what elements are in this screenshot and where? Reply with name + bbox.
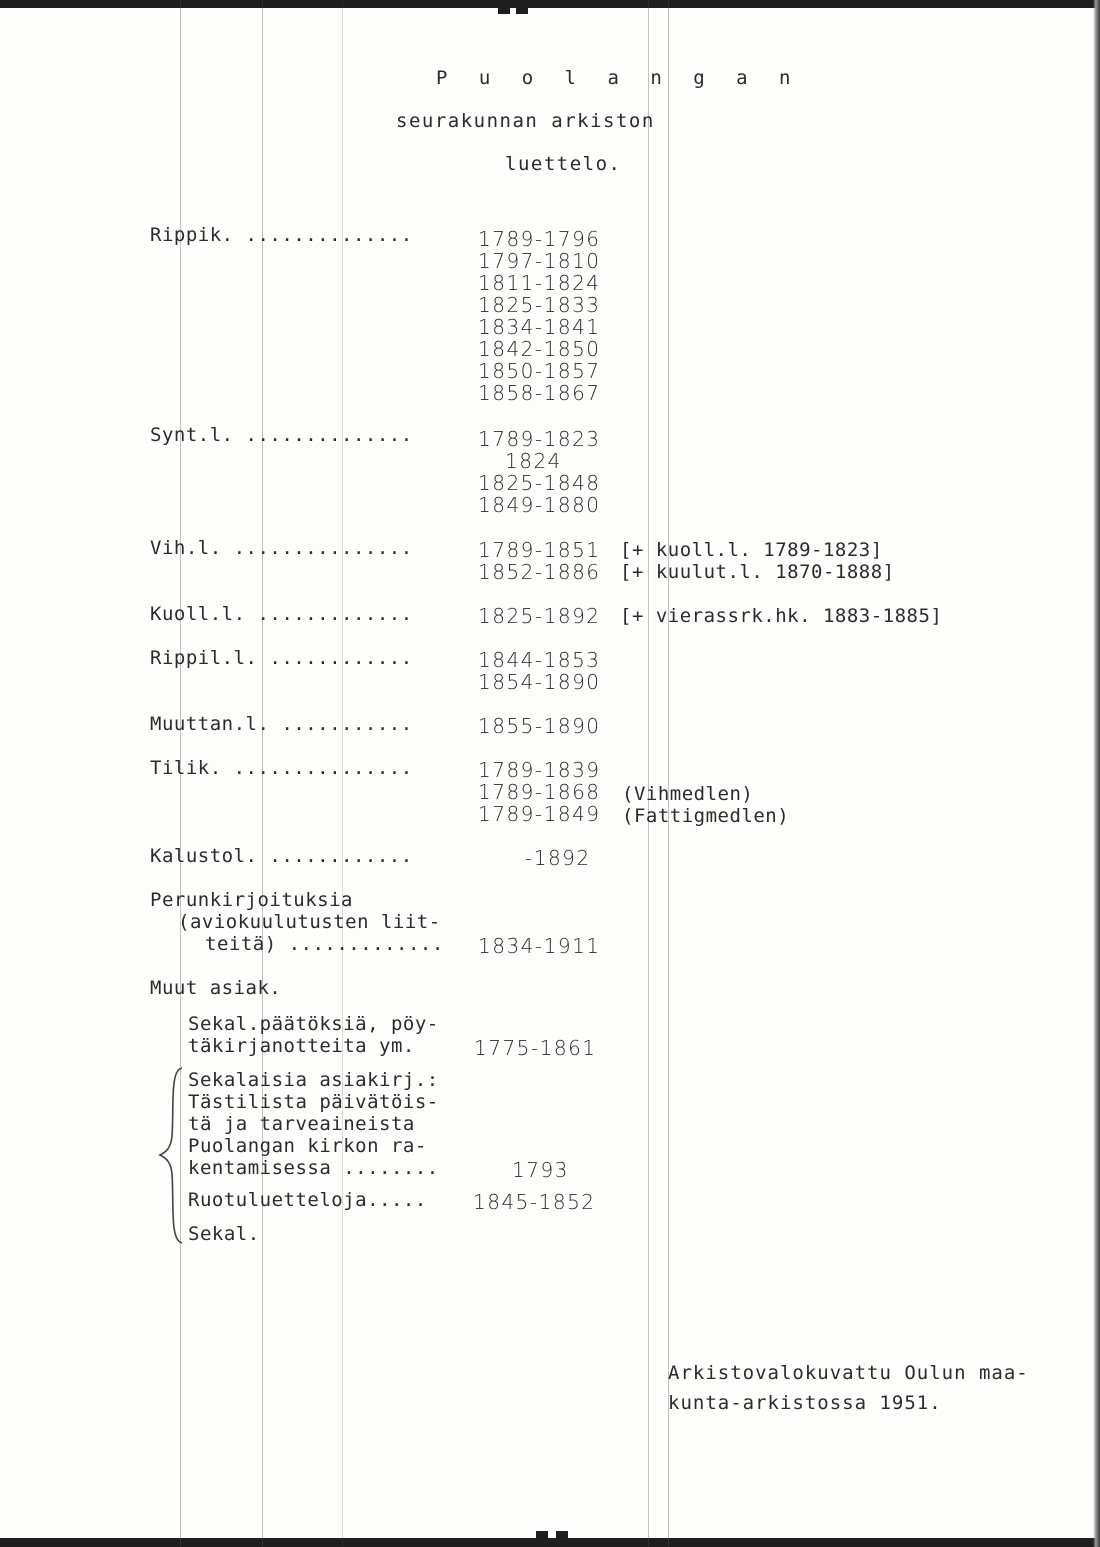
sekal-line-1: Sekal.päätöksiä, pöy-: [188, 1013, 439, 1035]
paper-crease: [648, 0, 649, 1547]
entry-label-synt: Synt.l. ..............: [150, 424, 413, 446]
muut-heading: Muut asiak.: [150, 977, 282, 999]
sekalaisia-line-3: tä ja tarveaineista: [188, 1113, 415, 1135]
photographed-note-line-1: Arkistovalokuvattu Oulun maa-: [668, 1362, 1029, 1384]
year-range: 1825-1833: [478, 293, 601, 317]
year-range: 1789-1823: [478, 427, 601, 451]
year-range: 1844-1853: [478, 648, 601, 672]
entry-label-muuttan: Muuttan.l. ...........: [150, 713, 413, 735]
brace-icon: [156, 1066, 186, 1246]
year-range: 1825-1892: [478, 604, 601, 628]
perunkirjoituksia-line-3: teitä) .............: [205, 933, 444, 955]
entry-note: [+ kuoll.l. 1789-1823]: [620, 539, 883, 561]
year-range: 1775-1861: [474, 1036, 597, 1060]
year-range: 1789-1851: [478, 538, 601, 562]
perunkirjoituksia-line-1: Perunkirjoituksia: [150, 889, 353, 911]
photographed-note-line-2: kunta-arkistossa 1951.: [668, 1392, 942, 1414]
sekal-line-2: täkirjanotteita ym.: [188, 1035, 415, 1057]
scan-top-edge: [0, 0, 1100, 8]
scan-top-notch: [498, 0, 510, 14]
year-range: 1852-1886: [478, 560, 601, 584]
year-range: 1850-1857: [478, 359, 601, 383]
scan-right-edge: [1093, 0, 1100, 1547]
sekalaisia-line-1: Sekalaisia asiakirj.:: [188, 1069, 439, 1091]
year-range: 1834-1911: [478, 934, 601, 958]
entry-label-vih: Vih.l. ...............: [150, 537, 413, 559]
title-line-1: P u o l a n g a n: [436, 67, 801, 89]
scan-top-notch: [516, 0, 528, 14]
title-line-3: luettelo.: [505, 153, 622, 175]
scan-bottom-notch: [556, 1531, 568, 1547]
entry-note: [+ vierassrk.hk. 1883-1885]: [620, 605, 943, 627]
sekalaisia-line-2: Tästilista päivätöis-: [188, 1091, 439, 1113]
year-range: 1789-1849: [478, 802, 601, 826]
perunkirjoituksia-line-2: (aviokuulutusten liit-: [178, 911, 441, 933]
year-range: -1892: [525, 846, 591, 870]
year-range: 1858-1867: [478, 381, 601, 405]
entry-label-rippil: Rippil.l. ............: [150, 647, 413, 669]
year-range: 1824: [505, 449, 562, 473]
sekalaisia-line-4: Puolangan kirkon ra-: [188, 1135, 427, 1157]
year-range: 1834-1841: [478, 315, 601, 339]
entry-label-tilik: Tilik. ...............: [150, 757, 413, 779]
entry-label-kuoll: Kuoll.l. .............: [150, 603, 413, 625]
year-range: 1825-1848: [478, 471, 601, 495]
ruotuluetteloja-label: Ruotuluetteloja.....: [188, 1189, 427, 1211]
title-line-2: seurakunnan arkiston: [396, 110, 655, 132]
year-range: 1845-1852: [473, 1190, 596, 1214]
year-range: 1793: [512, 1158, 569, 1182]
year-range: 1789-1868: [478, 780, 601, 804]
scan-bottom-notch: [536, 1531, 548, 1547]
sekalaisia-line-5: kentamisessa ........: [188, 1157, 439, 1179]
year-range: 1842-1850: [478, 337, 601, 361]
year-range: 1811-1824: [478, 271, 601, 295]
scan-bottom-edge: [0, 1538, 1100, 1547]
year-range: 1854-1890: [478, 670, 601, 694]
year-range: 1797-1810: [478, 249, 601, 273]
entry-note: (Vihmedlen): [622, 783, 754, 805]
year-range: 1789-1796: [478, 227, 601, 251]
entry-note: (Fattigmedlen): [622, 805, 790, 827]
entry-label-kalustol: Kalustol. ............: [150, 845, 413, 867]
sekal-label: Sekal.: [188, 1223, 260, 1245]
entry-note: [+ kuulut.l. 1870-1888]: [620, 561, 895, 583]
paper-crease: [668, 0, 669, 1547]
entry-label-rippik: Rippik. ..............: [150, 224, 413, 246]
year-range: 1855-1890: [478, 714, 601, 738]
year-range: 1849-1880: [478, 493, 601, 517]
year-range: 1789-1839: [478, 758, 601, 782]
